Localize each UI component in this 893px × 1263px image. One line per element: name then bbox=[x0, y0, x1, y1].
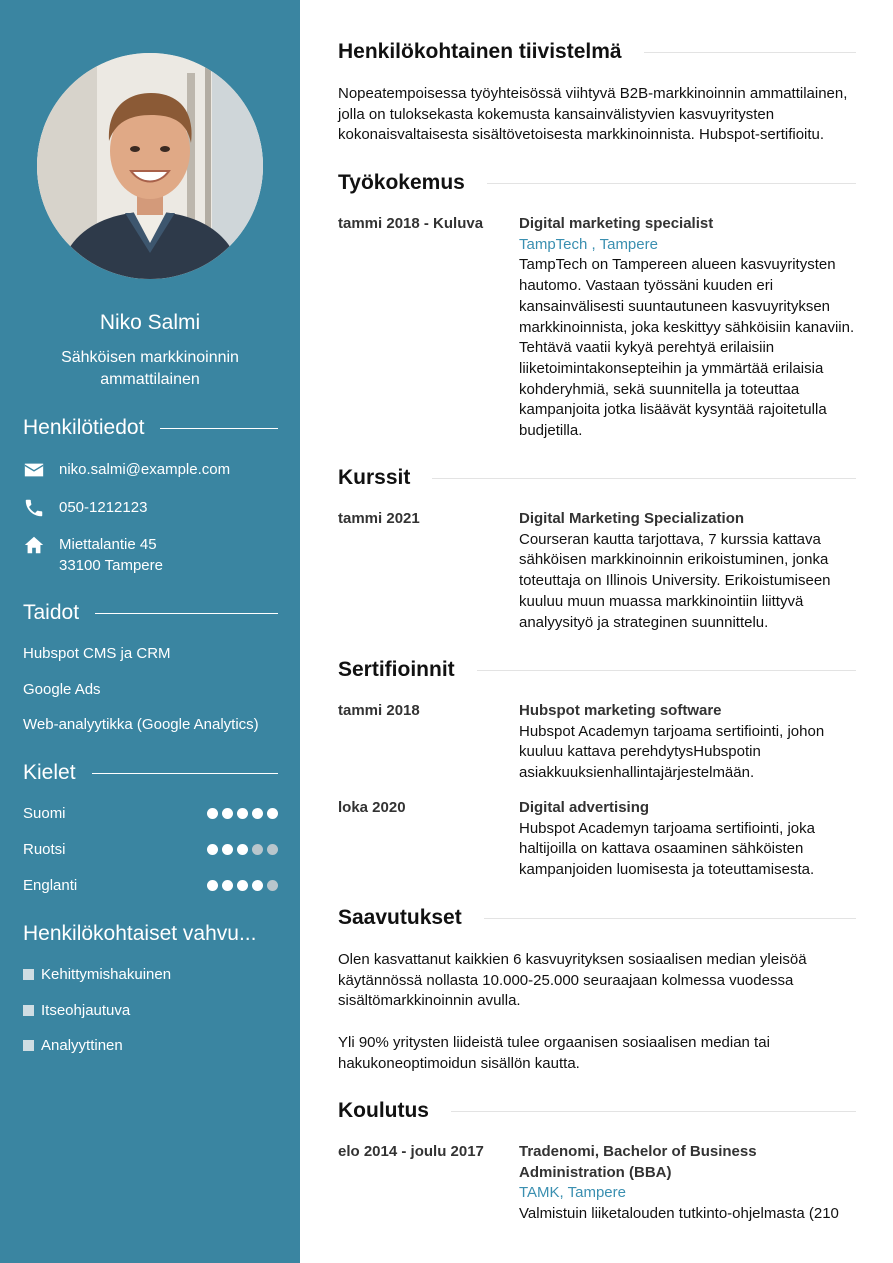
level-dot-filled bbox=[237, 880, 248, 891]
strength-label: Analyyttinen bbox=[41, 1037, 123, 1054]
language-level bbox=[207, 808, 278, 819]
level-dot-filled bbox=[252, 808, 263, 819]
heading-divider bbox=[432, 478, 856, 479]
strength-label: Itseohjautuva bbox=[41, 1002, 131, 1019]
level-dot-filled bbox=[207, 880, 218, 891]
strength-item bbox=[23, 1002, 130, 1019]
education-heading bbox=[338, 1099, 856, 1123]
education-title: Tradenomi, Bachelor of Business Administration (BBA) bbox=[519, 1143, 757, 1181]
certification-date: tammi 2018 bbox=[338, 702, 420, 719]
strength-label: Kehittymishakuinen bbox=[41, 966, 172, 983]
course-description: Courseran kautta tarjottava, 7 kurssia kattava sähköisen markkinoinnin erikoistuminen, jonka toteuttaja on Illinois University. Erikoistumiseen kuuluu muun muassa markkinointiin liittyvä analyysityö ja strateginen suunnittelu. bbox=[519, 530, 831, 631]
certification-entry bbox=[519, 798, 859, 881]
language-level bbox=[207, 844, 278, 855]
address-line2: 33100 Tampere bbox=[59, 557, 163, 574]
language-name: Suomi bbox=[23, 805, 66, 822]
level-dot-filled bbox=[267, 808, 278, 819]
certification-description: Hubspot Academyn tarjoama sertifiointi, johon kuuluu kattava perehdytysHubspotin asiakkuuksienhallintajärjestelmään. bbox=[519, 722, 825, 782]
heading-divider bbox=[484, 918, 856, 919]
course-title: Digital Marketing Specialization bbox=[519, 510, 745, 527]
email-text: niko.salmi@example.com bbox=[59, 461, 231, 478]
personal-heading bbox=[23, 416, 278, 440]
experience-description: TampTech on Tampereen alueen kasvuyritysten hautomo. Vastaan työssäni kuuden eri kansainvälisesti suuntautuneen kasvuyrityksen markkinoinnista, joka keskittyy sähköisiin kanaviin. Tehtävä vaatii kykyä perehtyä erilaisiin liiketoimintakonsepteihin ja ymmärtää erilaisia kohderyhmiä, sekä suunnitella ja toteuttaa kampanjoita jotka lisäävät kysyntää rajoitetulla budjetilla. bbox=[519, 256, 855, 440]
level-dot-filled bbox=[207, 844, 218, 855]
languages-heading bbox=[23, 761, 278, 785]
achievement-paragraph: Olen kasvattanut kaikkien 6 kasvuyrityksen sosiaalisen median yleisöä käytännössä nollasta 10.000-25.000 seuraajaan kolmessa vuodessa sisältömarkkinoinnin avulla. bbox=[338, 951, 807, 1010]
certification-date: loka 2020 bbox=[338, 799, 406, 816]
phone-text: 050-1212123 bbox=[59, 499, 148, 516]
certification-description: Hubspot Academyn tarjoama sertifiointi, joka haltijoilla on kattava osaaminen sähköisten kampanjoiden luomisesta ja toteuttamisesta. bbox=[519, 819, 815, 879]
contact-phone[interactable] bbox=[23, 497, 278, 519]
heading-divider bbox=[451, 1111, 856, 1112]
certification-entry bbox=[519, 701, 859, 784]
courses-heading bbox=[338, 466, 856, 490]
course-date: tammi 2021 bbox=[338, 510, 420, 527]
education-date: elo 2014 - joulu 2017 bbox=[338, 1143, 484, 1160]
level-dot-filled bbox=[222, 844, 233, 855]
strength-item bbox=[23, 1037, 123, 1054]
level-dot-filled bbox=[222, 808, 233, 819]
address-block bbox=[59, 534, 163, 576]
achievements-heading bbox=[338, 906, 856, 930]
heading-divider bbox=[644, 52, 856, 53]
education-entry bbox=[519, 1142, 859, 1225]
experience-title: Digital marketing specialist bbox=[519, 215, 714, 232]
profile-photo-image bbox=[37, 53, 263, 279]
level-dot-filled bbox=[237, 808, 248, 819]
language-row-2 bbox=[23, 877, 278, 894]
education-school: TAMK, Tampere bbox=[519, 1184, 626, 1202]
education-heading-label: Koulutus bbox=[338, 1099, 429, 1122]
bullet-square-icon bbox=[23, 1005, 34, 1016]
language-row-1 bbox=[23, 841, 278, 858]
heading-divider bbox=[487, 183, 856, 184]
contact-email[interactable] bbox=[23, 459, 278, 481]
level-dot-empty bbox=[267, 844, 278, 855]
level-dot-empty bbox=[252, 844, 263, 855]
language-name: Ruotsi bbox=[23, 841, 66, 858]
phone-icon bbox=[23, 497, 45, 519]
experience-heading-label: Työkokemus bbox=[338, 171, 465, 194]
skill-item: Hubspot CMS ja CRM bbox=[23, 645, 171, 662]
bullet-square-icon bbox=[23, 969, 34, 980]
certification-title: Digital advertising bbox=[519, 799, 650, 816]
language-name: Englanti bbox=[23, 877, 78, 894]
strengths-heading-label: Henkilökohtaiset vahvu... bbox=[23, 922, 257, 945]
level-dot-filled bbox=[237, 844, 248, 855]
education-description: Valmistuin liiketalouden tutkinto-ohjelmasta (210 bbox=[519, 1205, 839, 1223]
strength-item bbox=[23, 966, 171, 983]
contact-address bbox=[23, 534, 278, 576]
achievement-paragraph: Yli 90% yritysten liideistä tulee orgaanisen sosiaalisen median tai hakukoneoptimoidun sisällön kautta. bbox=[338, 1034, 770, 1072]
level-dot-filled bbox=[252, 880, 263, 891]
experience-date: tammi 2018 - Kuluva bbox=[338, 215, 484, 232]
certifications-heading bbox=[338, 658, 856, 682]
summary-heading bbox=[338, 40, 856, 64]
home-icon bbox=[23, 534, 45, 556]
level-dot-filled bbox=[222, 880, 233, 891]
strengths-heading bbox=[23, 922, 278, 946]
skills-heading-label: Taidot bbox=[23, 601, 80, 624]
experience-company: TampTech , Tampere bbox=[519, 235, 658, 253]
heading-divider bbox=[92, 773, 278, 774]
certifications-heading-label: Sertifioinnit bbox=[338, 658, 455, 681]
skills-heading bbox=[23, 601, 278, 625]
summary-heading-label: Henkilökohtainen tiivistelmä bbox=[338, 40, 622, 63]
course-entry bbox=[519, 509, 859, 633]
skill-item: Web-analyytikka (Google Analytics) bbox=[23, 716, 259, 733]
skill-item: Google Ads bbox=[23, 681, 101, 698]
certification-title: Hubspot marketing software bbox=[519, 702, 722, 719]
language-row-0 bbox=[23, 805, 278, 822]
language-level bbox=[207, 880, 278, 891]
bullet-square-icon bbox=[23, 1040, 34, 1051]
address-line1: Miettalantie 45 bbox=[59, 536, 157, 553]
experience-entry bbox=[519, 214, 859, 442]
experience-heading bbox=[338, 171, 856, 195]
heading-divider bbox=[160, 428, 278, 429]
courses-heading-label: Kurssit bbox=[338, 466, 411, 489]
profile-photo bbox=[37, 53, 263, 279]
email-icon bbox=[23, 459, 45, 481]
heading-divider bbox=[477, 670, 856, 671]
personal-heading-label: Henkilötiedot bbox=[23, 416, 145, 439]
achievements-heading-label: Saavutukset bbox=[338, 906, 462, 929]
profile-name: Niko Salmi bbox=[99, 311, 201, 334]
level-dot-filled bbox=[207, 808, 218, 819]
level-dot-empty bbox=[267, 880, 278, 891]
languages-heading-label: Kielet bbox=[23, 761, 76, 784]
heading-divider bbox=[95, 613, 278, 614]
summary-text: Nopeatempoisessa työyhteisössä viihtyvä B2B-markkinoinnin ammattilainen, jolla on tuloksekasta kokemusta kansainvälistyvien kasvuyritysten kokonaisvaltaisesta sisältövetoisesta markkinoinnista. Hubspot-sertifioitu. bbox=[338, 85, 848, 144]
profile-title: Sähköisen markkinoinnin ammattilainen bbox=[61, 349, 239, 388]
sidebar bbox=[0, 0, 300, 1263]
